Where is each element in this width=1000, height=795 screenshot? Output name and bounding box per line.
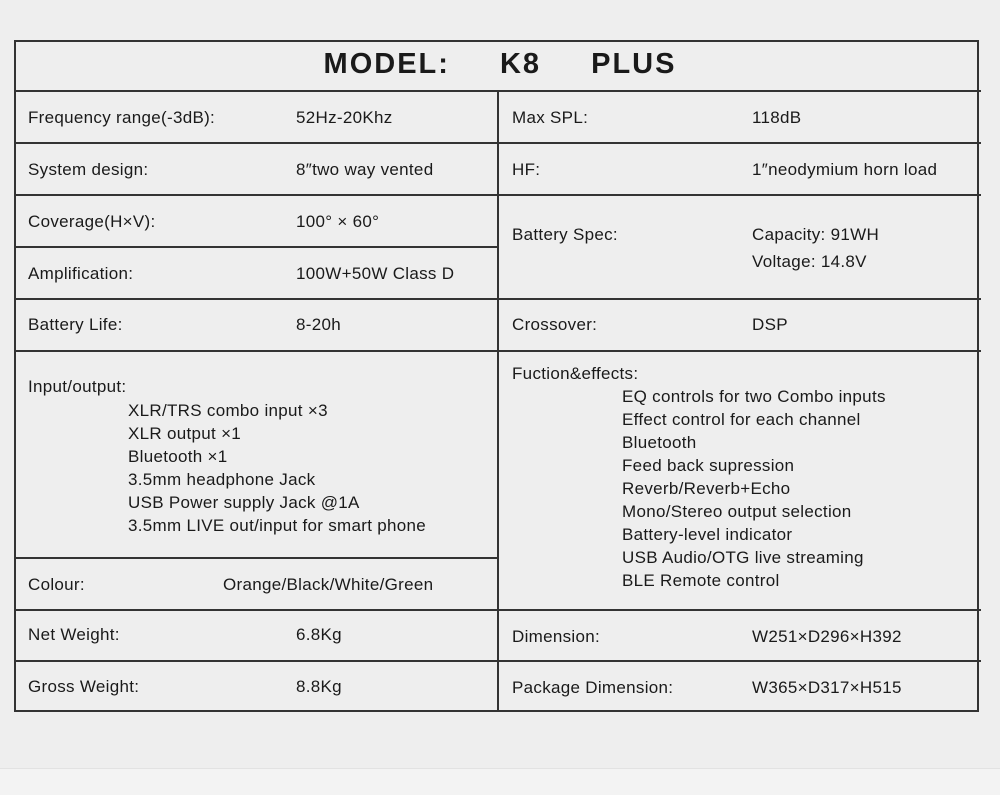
page-title: MODEL: K8 PLUS (323, 48, 677, 80)
value-amplification: 100W+50W Class D (296, 264, 455, 283)
list-item: Mono/Stereo output selection (622, 502, 852, 521)
label-battery-spec: Battery Spec: (512, 225, 618, 244)
list-item: XLR/TRS combo input ×3 (128, 401, 328, 420)
value-crossover: DSP (752, 315, 788, 334)
value-hf: 1″neodymium horn load (752, 160, 938, 179)
list-item: Bluetooth (622, 433, 697, 452)
list-item: 3.5mm headphone Jack (128, 470, 316, 489)
label-coverage: Coverage(H×V): (28, 212, 156, 231)
label-package-dimension: Package Dimension: (512, 678, 674, 697)
label-dimension: Dimension: (512, 627, 601, 646)
list-item: Battery-level indicator (622, 525, 793, 544)
value-battery-voltage: Voltage: 14.8V (752, 252, 867, 271)
label-system-design: System design: (28, 160, 149, 179)
list-item: USB Power supply Jack @1A (128, 493, 360, 512)
value-frequency: 52Hz-20Khz (296, 108, 393, 127)
functions-list (622, 385, 886, 592)
label-amplification: Amplification: (28, 264, 134, 283)
list-item: EQ controls for two Combo inputs (622, 387, 886, 406)
value-system-design: 8″two way vented (296, 160, 434, 179)
value-net-weight: 6.8Kg (296, 625, 342, 644)
value-dimension: W251×D296×H392 (752, 627, 902, 646)
label-frequency: Frequency range(-3dB): (28, 108, 216, 127)
list-item: Bluetooth ×1 (128, 447, 228, 466)
label-max-spl: Max SPL: (512, 108, 589, 127)
list-item: XLR output ×1 (128, 424, 242, 443)
label-battery-life: Battery Life: (28, 315, 123, 334)
list-item: Effect control for each channel (622, 410, 861, 429)
value-colour: Orange/Black/White/Green (223, 575, 434, 594)
label-gross-weight: Gross Weight: (28, 677, 140, 696)
label-input-output: Input/output: (28, 377, 127, 396)
list-item: 3.5mm LIVE out/input for smart phone (128, 516, 427, 535)
list-item: Reverb/Reverb+Echo (622, 479, 791, 498)
io-list (128, 399, 426, 537)
value-battery-capacity: Capacity: 91WH (752, 225, 880, 244)
value-coverage: 100° × 60° (296, 212, 380, 231)
label-hf: HF: (512, 160, 541, 179)
label-net-weight: Net Weight: (28, 625, 120, 644)
list-item: USB Audio/OTG live streaming (622, 548, 864, 567)
footer-strip (0, 768, 1000, 795)
value-battery-life: 8-20h (296, 315, 341, 334)
label-crossover: Crossover: (512, 315, 598, 334)
value-gross-weight: 8.8Kg (296, 677, 342, 696)
list-item: Feed back supression (622, 456, 795, 475)
label-colour: Colour: (28, 575, 85, 594)
value-package-dimension: W365×D317×H515 (752, 678, 902, 697)
label-functions: Fuction&effects: (512, 364, 639, 383)
list-item: BLE Remote control (622, 571, 780, 590)
value-max-spl: 118dB (752, 108, 802, 127)
